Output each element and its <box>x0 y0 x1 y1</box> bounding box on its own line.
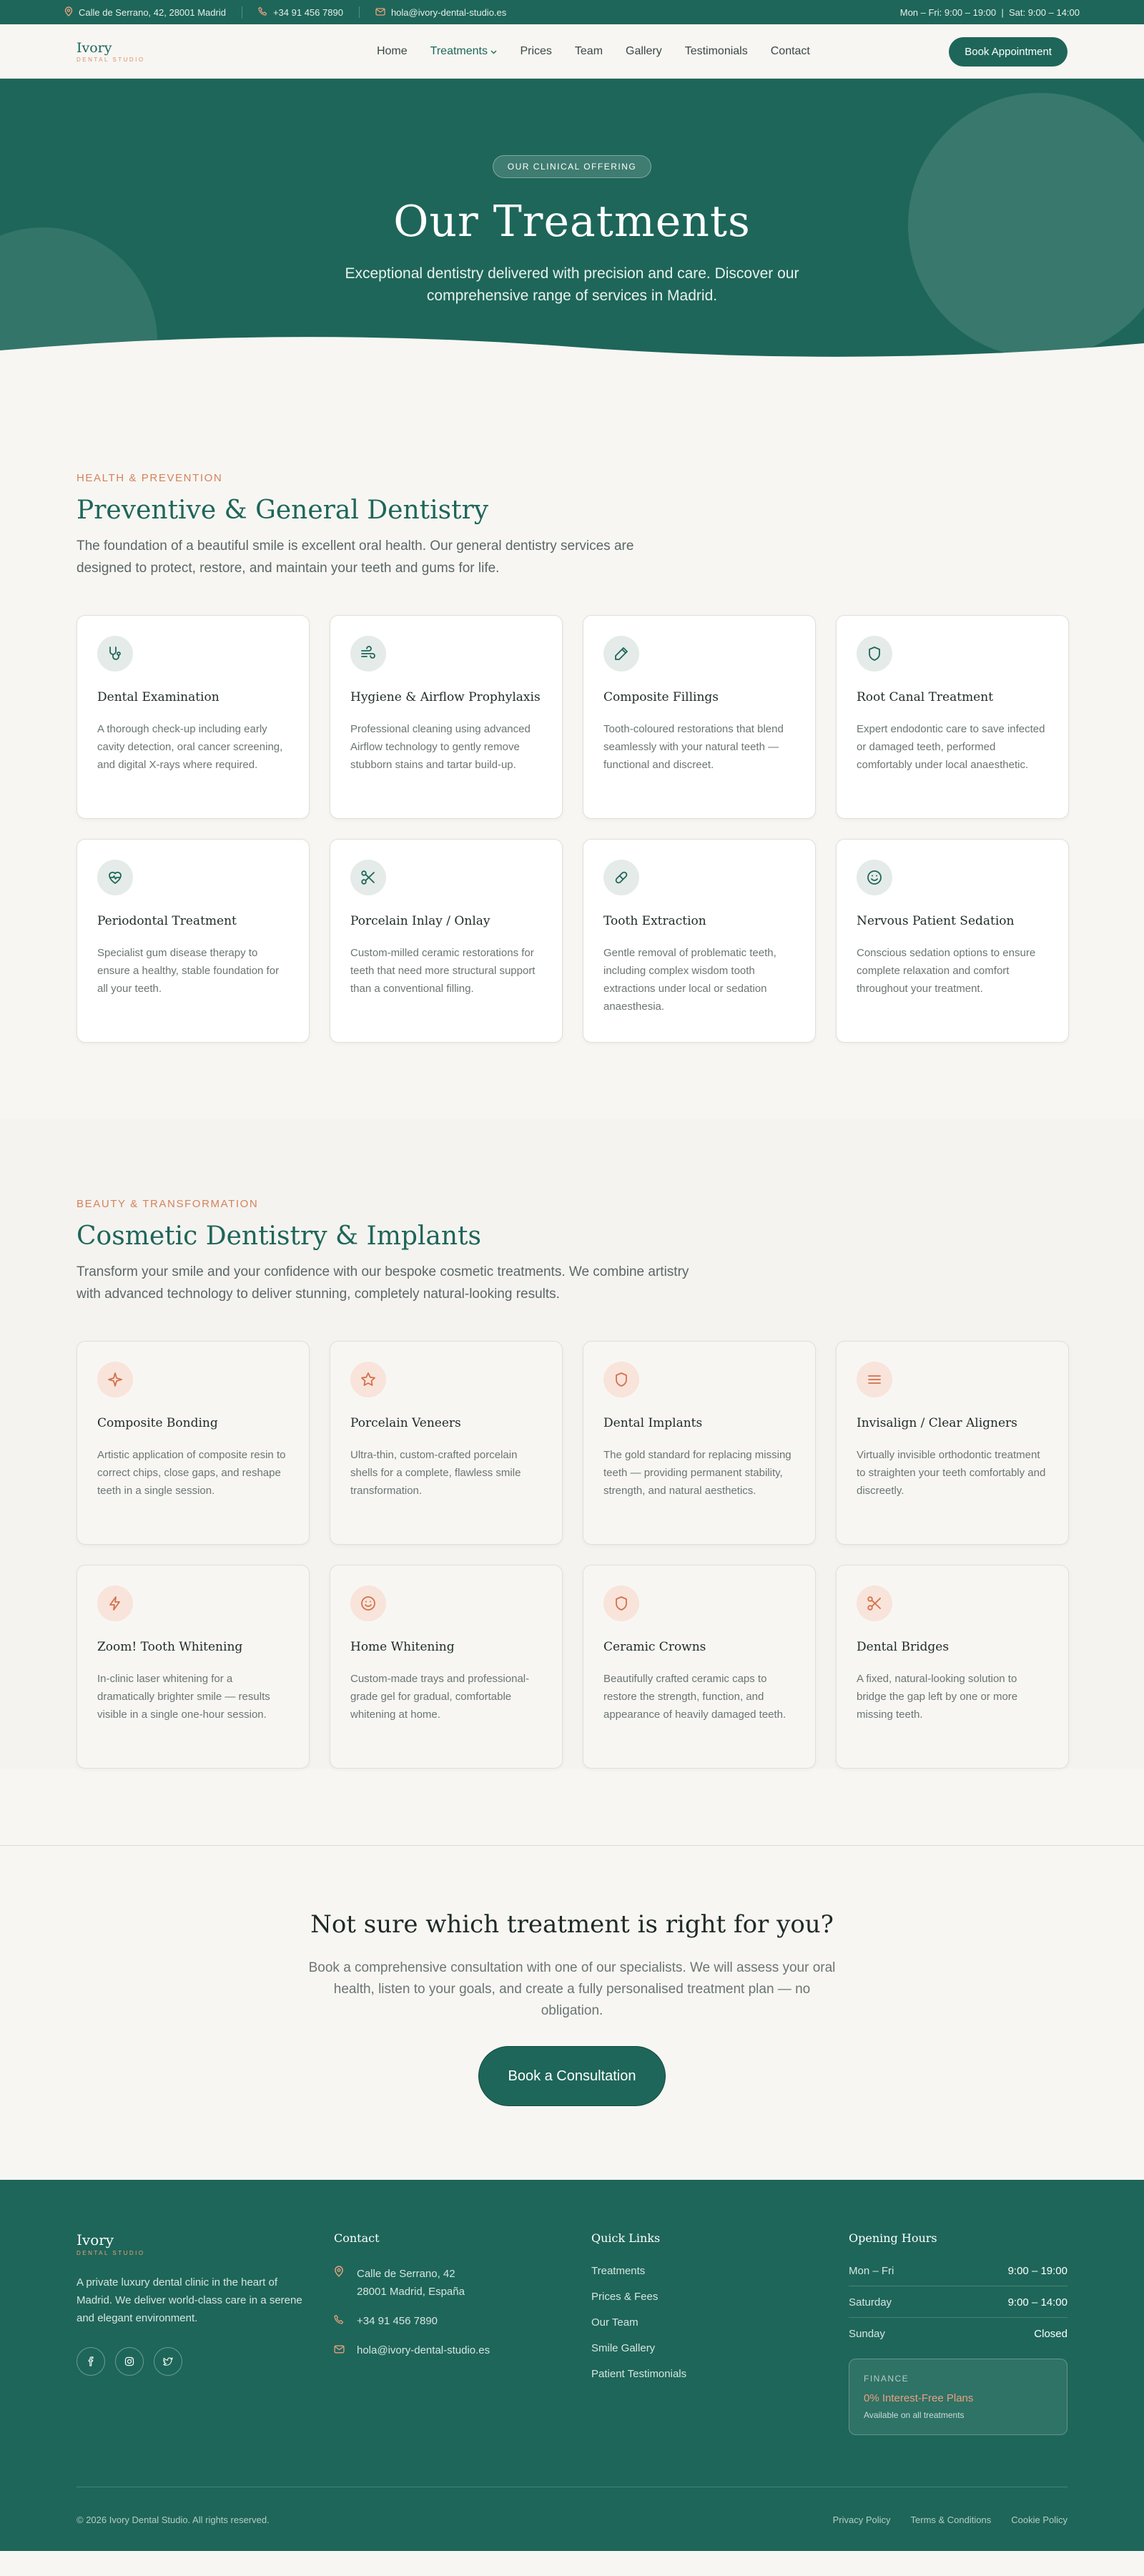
page-title: Our Treatments <box>393 197 751 247</box>
shield-icon <box>603 1362 639 1397</box>
scissors-icon <box>857 1586 892 1621</box>
location-pin-icon <box>64 6 73 19</box>
preventive-section <box>0 372 1144 1043</box>
copyright: © 2026 Ivory Dental Studio. All rights reserved. <box>77 2514 270 2525</box>
footer-link[interactable]: Patient Testimonials <box>591 2368 687 2380</box>
nav-item-prices[interactable]: Prices <box>520 45 552 57</box>
footer-phone[interactable]: +34 91 456 7890 <box>334 2312 591 2330</box>
mail-icon <box>334 2341 347 2359</box>
nav-item-home[interactable]: Home <box>376 45 408 57</box>
location-pin-icon <box>334 2265 347 2301</box>
section-description: Transform your smile and your confidence with our bespoke cosmetic treatments. We combine artistry with advanced technology to deliver stunning, completely natural-looking results. <box>77 1264 689 1302</box>
hours-row: Sunday Closed <box>849 2328 1067 2340</box>
stethoscope-icon <box>97 636 133 672</box>
section-title: Cosmetic Dentistry & Implants <box>77 1221 481 1251</box>
book-appointment-button[interactable]: Book Appointment <box>949 37 1067 67</box>
topbar-phone[interactable]: +34 91 456 7890 <box>258 6 360 18</box>
treatment-grid <box>77 1341 1067 1769</box>
section-title: Preventive & General Dentistry <box>77 496 489 525</box>
pen-icon <box>603 636 639 672</box>
footer-about-column <box>77 2231 334 2435</box>
treatment-card[interactable]: Hygiene & Airflow Prophylaxis Professional cleaning using advanced Airflow technology to gently remove stubborn stains and tartar build-up. <box>330 615 563 819</box>
hero-wave-divider <box>0 322 1144 372</box>
hero-subtitle: Exceptional dentistry delivered with precision and care. Discover our comprehensive range of services in Madrid. <box>345 265 799 304</box>
treatment-card[interactable]: Home Whitening Custom-made trays and professional-grade gel for gradual, comfortable whitening at home. <box>330 1565 563 1769</box>
section-eyebrow: BEAUTY & TRANSFORMATION <box>77 1198 259 1210</box>
treatment-card[interactable]: Dental Examination A thorough check-up including early cavity detection, oral cancer screening, and digital X-rays where required. <box>77 615 310 819</box>
phone-icon <box>334 2312 347 2330</box>
treatment-card[interactable]: Periodontal Treatment Specialist gum disease therapy to ensure a healthy, stable foundation for all your teeth. <box>77 839 310 1043</box>
footer-link[interactable]: Prices & Fees <box>591 2291 659 2303</box>
topbar-email[interactable]: hola@ivory-dental-studio.es <box>375 7 522 18</box>
top-info-bar <box>0 0 1144 24</box>
footer-heading: Quick Links <box>591 2231 661 2245</box>
nav-item-gallery[interactable]: Gallery <box>626 45 662 57</box>
lightning-icon <box>97 1586 133 1621</box>
terms-link[interactable]: Terms & Conditions <box>910 2514 992 2525</box>
treatment-card[interactable]: Porcelain Veneers Ultra-thin, custom-crafted porcelain shells for a complete, flawless smile transformation. <box>330 1341 563 1545</box>
section-eyebrow: HEALTH & PREVENTION <box>77 472 223 484</box>
brand-logo[interactable]: Ivory DENTAL STUDIO <box>77 39 145 63</box>
cta-title: Not sure which treatment is right for you? <box>310 1910 834 1939</box>
topbar-hours: Mon – Fri: 9:00 – 19:00 | Sat: 9:00 – 14:00 <box>899 6 1080 18</box>
facebook-icon[interactable] <box>77 2347 105 2376</box>
site-footer <box>0 2180 1144 2551</box>
treatment-card[interactable]: Zoom! Tooth Whitening In-clinic laser whitening for a dramatically brighter smile — results visible in a single one-hour session. <box>77 1565 310 1769</box>
hero-banner <box>0 79 1144 372</box>
treatment-card[interactable]: Composite Fillings Tooth-coloured restorations that blend seamlessly with your natural teeth — functional and discreet. <box>583 615 816 819</box>
hero-pill: OUR CLINICAL OFFERING <box>493 155 651 178</box>
nav-menu <box>377 45 810 58</box>
cosmetic-section <box>0 1119 1144 1769</box>
treatment-card[interactable]: Invisalign / Clear Aligners Virtually invisible orthodontic treatment to straighten your teeth comfortably and discreetly. <box>836 1341 1069 1545</box>
cookie-policy-link[interactable]: Cookie Policy <box>1011 2514 1067 2525</box>
social-links <box>77 2347 334 2376</box>
cta-description: Book a comprehensive consultation with one of our specialists. We will assess your oral health, listen to your goals, and create a fully personalised treatment plan — no obligation. <box>308 1960 836 2018</box>
mail-icon <box>375 7 385 18</box>
footer-about-text: A private luxury dental clinic in the heart of Madrid. We deliver world-class care in a serene and elegant environment. <box>77 2276 302 2324</box>
topbar-address: Calle de Serrano, 42, 28001 Madrid <box>64 6 242 19</box>
treatment-card[interactable]: Nervous Patient Sedation Conscious sedation options to ensure complete relaxation and comfort throughout your treatment. <box>836 839 1069 1043</box>
footer-hours-column <box>849 2231 1067 2435</box>
treatment-card[interactable]: Composite Bonding Artistic application of composite resin to correct chips, close gaps, and reshape teeth in a single session. <box>77 1341 310 1545</box>
footer-heading: Contact <box>334 2231 380 2245</box>
hours-row: Saturday 9:00 – 14:00 <box>849 2296 1067 2318</box>
treatment-card[interactable]: Porcelain Inlay / Onlay Custom-milled ceramic restorations for teeth that need more structural support than a conventional filling. <box>330 839 563 1043</box>
footer-link[interactable]: Smile Gallery <box>591 2342 656 2354</box>
consultation-cta <box>0 1845 1144 2180</box>
scissors-icon <box>350 860 386 895</box>
wind-icon <box>350 636 386 672</box>
instagram-icon[interactable] <box>115 2347 144 2376</box>
treatment-card[interactable]: Tooth Extraction Gentle removal of problematic teeth, including complex wisdom tooth extractions under local or sedation anaesthesia. <box>583 839 816 1043</box>
treatment-grid <box>77 615 1067 1043</box>
shield-icon <box>857 636 892 672</box>
nav-item-contact[interactable]: Contact <box>770 45 810 57</box>
hours-row: Mon – Fri 9:00 – 19:00 <box>849 2265 1067 2286</box>
footer-address: Calle de Serrano, 42 28001 Madrid, España <box>334 2265 591 2301</box>
footer-contact-column <box>334 2231 591 2435</box>
nav-item-testimonials[interactable]: Testimonials <box>684 45 748 57</box>
treatment-card[interactable]: Root Canal Treatment Expert endodontic care to save infected or damaged teeth, performed comfortably under local anaesthetic. <box>836 615 1069 819</box>
footer-email[interactable]: hola@ivory-dental-studio.es <box>334 2341 591 2359</box>
smile-icon <box>857 860 892 895</box>
book-consultation-button[interactable]: Book a Consultation <box>478 2046 666 2106</box>
footer-logo[interactable]: Ivory DENTAL STUDIO <box>77 2231 145 2256</box>
star-icon <box>350 1362 386 1397</box>
shield-icon <box>603 1586 639 1621</box>
chevron-down-icon <box>490 45 497 57</box>
nav-item-treatments[interactable]: Treatments <box>430 45 498 58</box>
menu-icon <box>857 1362 892 1397</box>
footer-link[interactable]: Treatments <box>591 2265 646 2277</box>
treatment-card[interactable]: Dental Bridges A fixed, natural-looking solution to bridge the gap left by one or more missing teeth. <box>836 1565 1069 1769</box>
pill-icon <box>603 860 639 895</box>
section-description: The foundation of a beautiful smile is excellent oral health. Our general dentistry services are designed to protect, restore, and maintain your teeth and gums for life. <box>77 539 634 576</box>
footer-bottom-bar <box>77 2487 1067 2525</box>
treatment-card[interactable]: Dental Implants The gold standard for replacing missing teeth — providing permanent stability, strength, and natural aesthetics. <box>583 1341 816 1545</box>
smile-icon <box>350 1586 386 1621</box>
treatment-card[interactable]: Ceramic Crowns Beautifully crafted ceramic caps to restore the strength, function, and appearance of heavily damaged teeth. <box>583 1565 816 1769</box>
heart-pulse-icon <box>97 860 133 895</box>
privacy-policy-link[interactable]: Privacy Policy <box>832 2514 891 2525</box>
nav-item-team[interactable]: Team <box>574 45 603 57</box>
footer-heading: Opening Hours <box>849 2231 937 2245</box>
twitter-icon[interactable] <box>154 2347 182 2376</box>
sparkle-icon <box>97 1362 133 1397</box>
footer-link[interactable]: Our Team <box>591 2316 638 2329</box>
phone-icon <box>258 6 267 18</box>
footer-quick-links-column <box>591 2231 849 2435</box>
finance-box: FINANCE 0% Interest-Free Plans Available on all treatments <box>849 2359 1067 2435</box>
main-navigation <box>0 24 1144 79</box>
